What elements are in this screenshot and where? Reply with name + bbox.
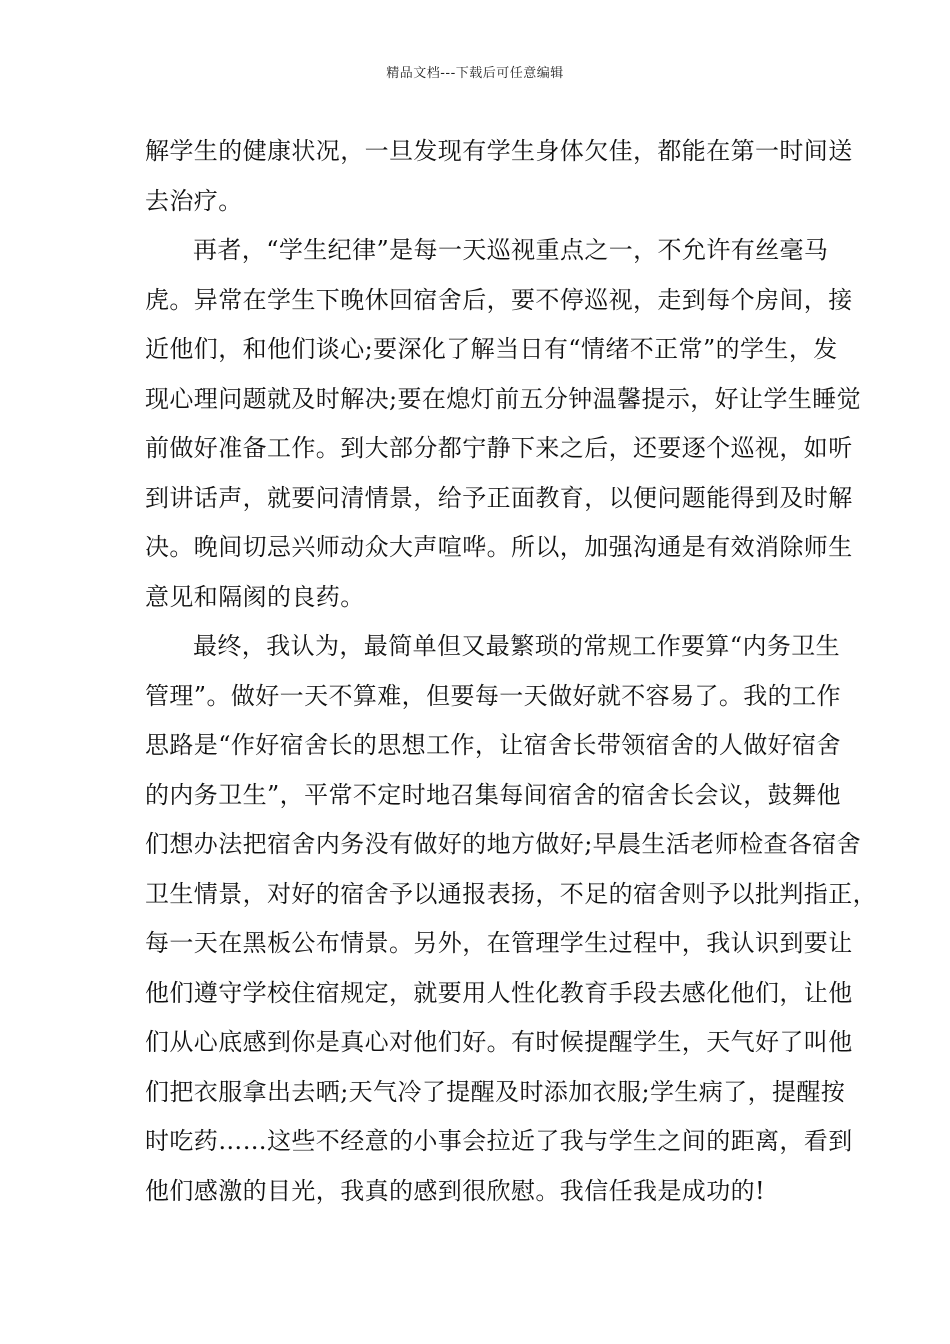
paragraph-first-line: 最终，我认为，最简单但又最繁琐的常规工作要算“内务卫生 [193,632,841,660]
text-line: 近他们，和他们谈心;要深化了解当日有“情绪不正常”的学生，发 [145,335,838,363]
paragraph-first-line: 再者，“学生纪律”是每一天巡视重点之一，不允许有丝毫马 [193,236,829,264]
text-line: 解学生的健康状况，一旦发现有学生身体欠佳，都能在第一时间送 [145,137,853,165]
text-line: 决。晚间切忌兴师动众大声喧哗。所以，加强沟通是有效消除师生 [145,533,853,561]
text-line: 他们感激的目光，我真的感到很欣慰。我信任我是成功的! [145,1176,766,1205]
text-line: 时吃药……这些不经意的小事会拉近了我与学生之间的距离，看到 [145,1127,853,1155]
text-line: 们想办法把宿舍内务没有做好的地方做好;早晨生活老师检查各宿舍 [145,830,862,858]
text-line: 虎。异常在学生下晚休回宿舍后，要不停巡视，走到每个房间，接 [145,285,853,314]
page-header: 精品文档---下载后可任意编辑 [386,66,564,81]
body-text [145,127,877,1216]
text-line: 每一天在黑板公布情景。另外，在管理学生过程中，我认识到要让 [145,929,853,957]
text-line: 们把衣服拿出去晒;天气冷了提醒及时添加衣服;学生病了，提醒按 [145,1077,846,1106]
text-line: 卫生情景，对好的宿舍予以通报表扬，不足的宿舍则予以批判指正， [145,879,877,908]
text-line: 现心理问题就及时解决;要在熄灯前五分钟温馨提示，好让学生睡觉 [145,384,862,413]
text-line: 到讲话声，就要问清情景，给予正面教育，以便问题能得到及时解 [145,483,853,512]
text-line: 的内务卫生”，平常不定时地召集每间宿舍的宿舍长会议，鼓舞他 [145,780,841,809]
text-line: 们从心底感到你是真心对他们好。有时候提醒学生，天气好了叫他 [145,1028,853,1056]
text-line: 管理”。做好一天不算难，但要每一天做好就不容易了。我的工作 [145,681,841,710]
text-line: 他们遵守学校住宿规定，就要用人性化教育手段去感化他们，让他 [145,978,853,1007]
text-line: 思路是“作好宿舍长的思想工作，让宿舍长带领宿舍的人做好宿舍 [145,731,841,759]
text-line: 去治疗。 [145,186,243,215]
text-line: 前做好准备工作。到大部分都宁静下来之后，还要逐个巡视，如听 [145,434,853,462]
text-line: 意见和隔阂的良药。 [145,582,365,611]
